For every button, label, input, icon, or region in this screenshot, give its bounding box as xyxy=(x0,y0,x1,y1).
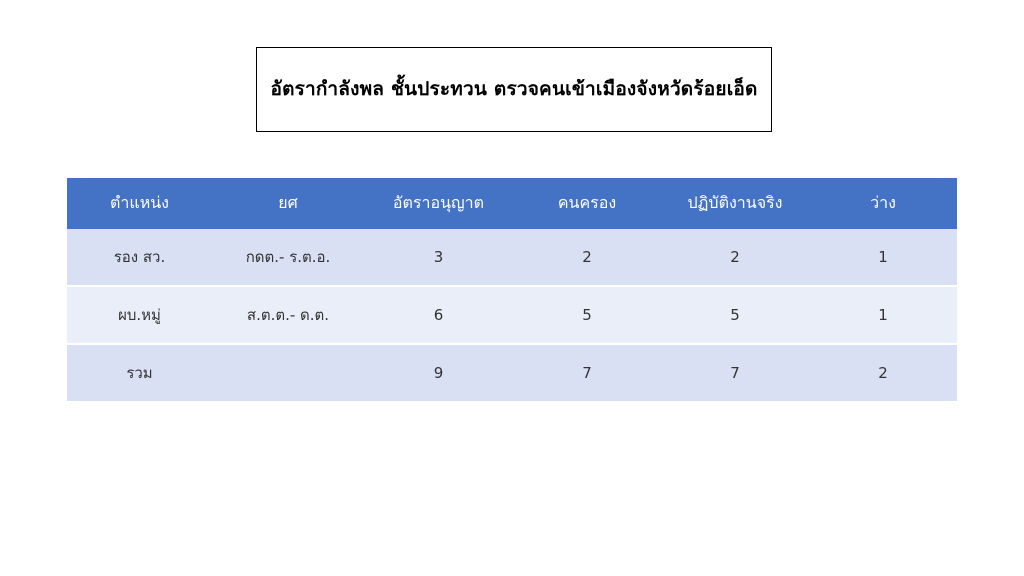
table-row-total xyxy=(67,344,957,401)
cell-actual: 5 xyxy=(661,286,809,344)
table-row xyxy=(67,229,957,286)
personnel-table-container xyxy=(67,178,957,401)
column-header-authorized: อัตราอนุญาต xyxy=(364,178,513,229)
cell-occupied: 5 xyxy=(513,286,661,344)
table-header-row xyxy=(67,178,957,229)
cell-position: ผบ.หมู่ xyxy=(67,286,212,344)
column-header-actual: ปฏิบัติงานจริง xyxy=(661,178,809,229)
cell-position: รอง สว. xyxy=(67,229,212,286)
cell-authorized: 6 xyxy=(364,286,513,344)
personnel-table xyxy=(67,178,957,401)
cell-rank: ส.ต.ต.- ด.ต. xyxy=(212,286,364,344)
cell-vacant: 1 xyxy=(809,286,957,344)
title-box xyxy=(256,47,772,132)
cell-authorized: 9 xyxy=(364,344,513,401)
cell-vacant: 2 xyxy=(809,344,957,401)
cell-occupied: 2 xyxy=(513,229,661,286)
column-header-rank: ยศ xyxy=(212,178,364,229)
cell-actual: 7 xyxy=(661,344,809,401)
cell-vacant: 1 xyxy=(809,229,957,286)
cell-occupied: 7 xyxy=(513,344,661,401)
table-row xyxy=(67,286,957,344)
cell-rank xyxy=(212,344,364,401)
table-body xyxy=(67,229,957,401)
cell-rank: กดต.- ร.ต.อ. xyxy=(212,229,364,286)
cell-authorized: 3 xyxy=(364,229,513,286)
page-title: อัตรากำลังพล ชั้นประทวน ตรวจคนเข้าเมืองจังหวัดร้อยเอ็ด xyxy=(270,78,758,101)
cell-position: รวม xyxy=(67,344,212,401)
column-header-occupied: คนครอง xyxy=(513,178,661,229)
column-header-vacant: ว่าง xyxy=(809,178,957,229)
cell-actual: 2 xyxy=(661,229,809,286)
column-header-position: ตำแหน่ง xyxy=(67,178,212,229)
table-header xyxy=(67,178,957,229)
